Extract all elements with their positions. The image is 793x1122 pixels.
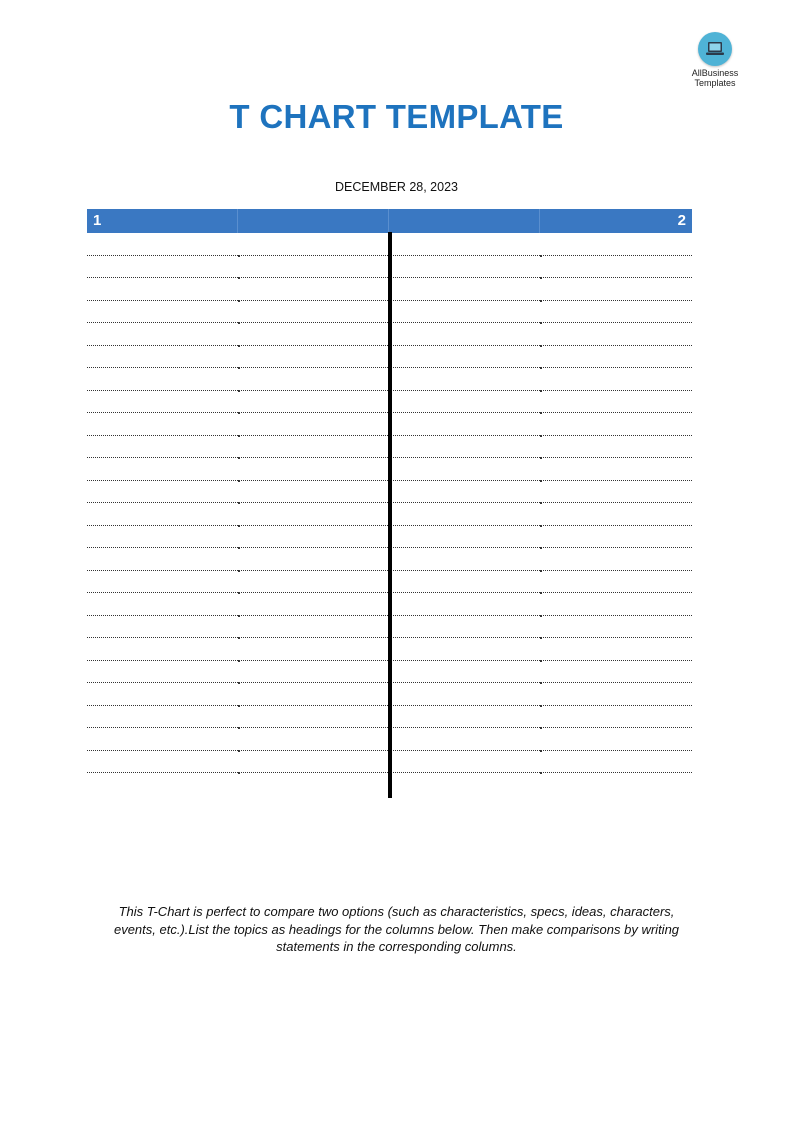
t-chart-header [87,209,692,233]
right-column-heading[interactable]: 2 [677,212,686,229]
laptop-icon [698,32,732,66]
row-tick [238,772,240,774]
logo-line-1: AllBusiness [691,68,739,78]
row-tick [540,772,542,774]
header-cell [238,209,389,233]
t-chart [87,209,692,799]
brand-logo [672,32,758,88]
left-column-heading[interactable]: 1 [87,209,238,233]
date-label: DECEMBER 28, 2023 [335,180,458,194]
logo-line-2: Templates [694,78,736,88]
page-title: T CHART TEMPLATE [229,98,564,135]
header-cell [389,209,540,233]
t-chart-divider [388,232,392,798]
instructions-note: This T-Chart is perfect to compare two options (such as characteristics, specs, ideas, characters, events, etc.).List the topics as headings for the columns below. Then make comparisons by writing statements in the corresponding columns. [113,904,680,954]
logo-text [672,68,758,88]
